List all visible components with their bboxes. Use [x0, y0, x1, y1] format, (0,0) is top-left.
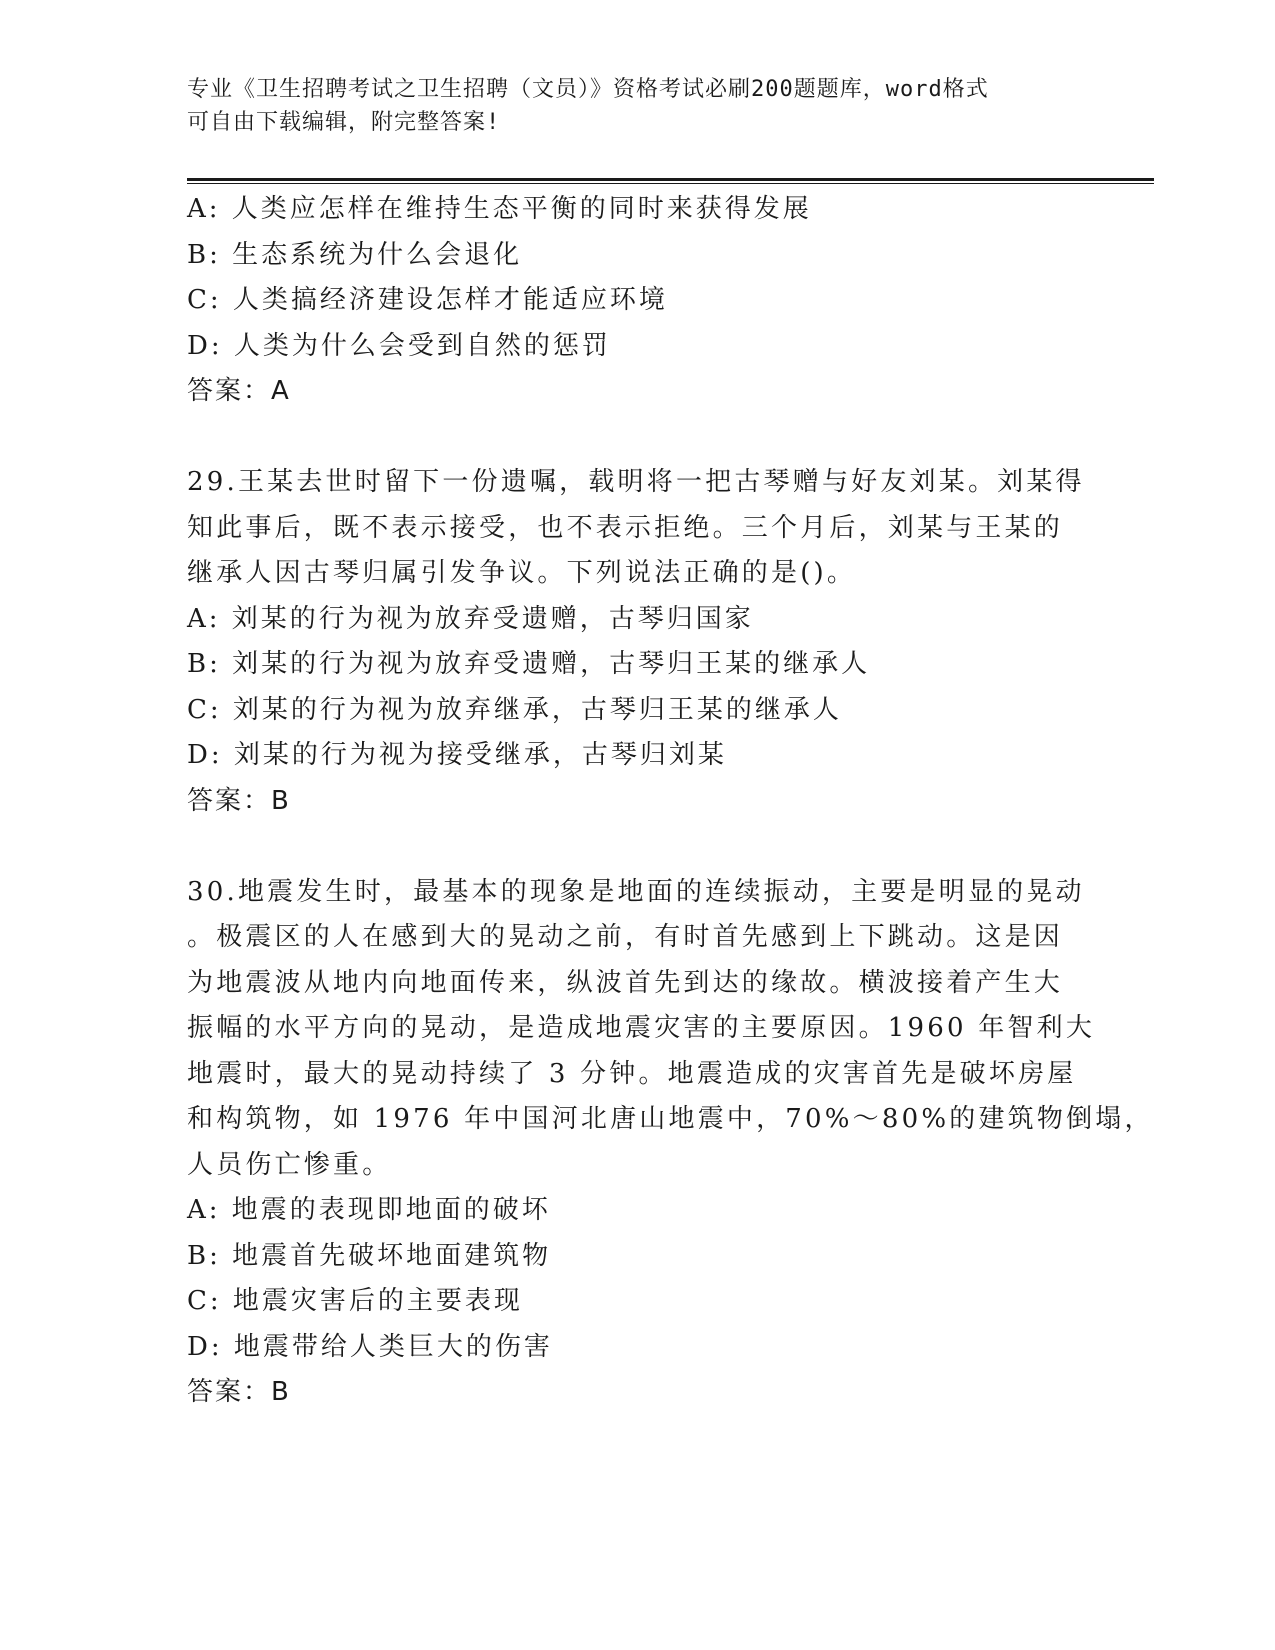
- answer-line: 答案：B: [187, 785, 291, 816]
- option-b: B: 刘某的行为视为放弃受遗赠，古琴归王某的继承人: [187, 649, 871, 679]
- question-stem: [187, 460, 1087, 597]
- option-c: C: 人类搞经济建设怎样才能适应环境: [187, 285, 668, 315]
- option-d: D: 刘某的行为视为接受继承，古琴归刘某: [187, 740, 727, 770]
- stem-line: 振幅的水平方向的晃动，是造成地震灾害的主要原因。1960 年智利大: [187, 1013, 1096, 1043]
- question-29: [187, 460, 1087, 824]
- option-a: A: 人类应怎样在维持生态平衡的同时来获得发展: [187, 194, 812, 224]
- stem-line: 为地震波从地内向地面传来，纵波首先到达的缘故。横波接着产生大: [187, 967, 1064, 998]
- stem-line: 30.地震发生时，最基本的现象是地面的连续振动，主要是明显的晃动: [187, 876, 1085, 907]
- option-b: B: 生态系统为什么会退化: [187, 239, 523, 270]
- option-a: A: 地震的表现即地面的破坏: [187, 1195, 551, 1225]
- spacer: [187, 824, 1087, 870]
- answer-line: 答案：B: [187, 1377, 291, 1407]
- header-divider-thin: [187, 183, 1154, 184]
- spacer: [187, 415, 1087, 461]
- question-stem: [187, 870, 1154, 1189]
- question-28: [187, 187, 1087, 415]
- question-30: [187, 870, 1154, 1416]
- option-c: C: 地震灾害后的主要表现: [187, 1286, 523, 1316]
- stem-line: 29.王某去世时留下一份遗嘱，载明将一把古琴赠与好友刘某。刘某得: [187, 467, 1085, 497]
- option-c: C: 刘某的行为视为放弃继承，古琴归王某的继承人: [187, 694, 842, 725]
- header-line-1: 专业《卫生招聘考试之卫生招聘（文员）》资格考试必刷200题题库，word格式: [187, 77, 989, 102]
- option-d: D: 人类为什么会受到自然的惩罚: [187, 330, 611, 361]
- option-d: D: 地震带给人类巨大的伤害: [187, 1331, 553, 1362]
- answer-line: 答案：A: [187, 376, 291, 406]
- stem-line: 人员伤亡惨重。: [187, 1149, 392, 1180]
- question-content: [187, 187, 1154, 1416]
- stem-line: 地震时，最大的晃动持续了 3 分钟。地震造成的灾害首先是破坏房屋: [187, 1058, 1077, 1089]
- option-b: B: 地震首先破坏地面建筑物: [187, 1240, 552, 1271]
- document-header: [187, 73, 1067, 139]
- stem-line: 。极震区的人在感到大的晃动之前，有时首先感到上下跳动。这是因: [187, 922, 1064, 952]
- stem-line: 和构筑物，如 1976 年中国河北唐山地震中，70%～80%的建筑物倒塌，: [187, 1104, 1154, 1134]
- header-line-2: 可自由下载编辑，附完整答案!: [187, 110, 501, 135]
- stem-line: 继承人因古琴归属引发争议。下列说法正确的是()。: [187, 558, 857, 588]
- header-divider-thick: [187, 178, 1154, 181]
- option-a: A: 刘某的行为视为放弃受遗赠，古琴归国家: [187, 603, 754, 634]
- stem-line: 知此事后，既不表示接受，也不表示拒绝。三个月后，刘某与王某的: [187, 512, 1064, 543]
